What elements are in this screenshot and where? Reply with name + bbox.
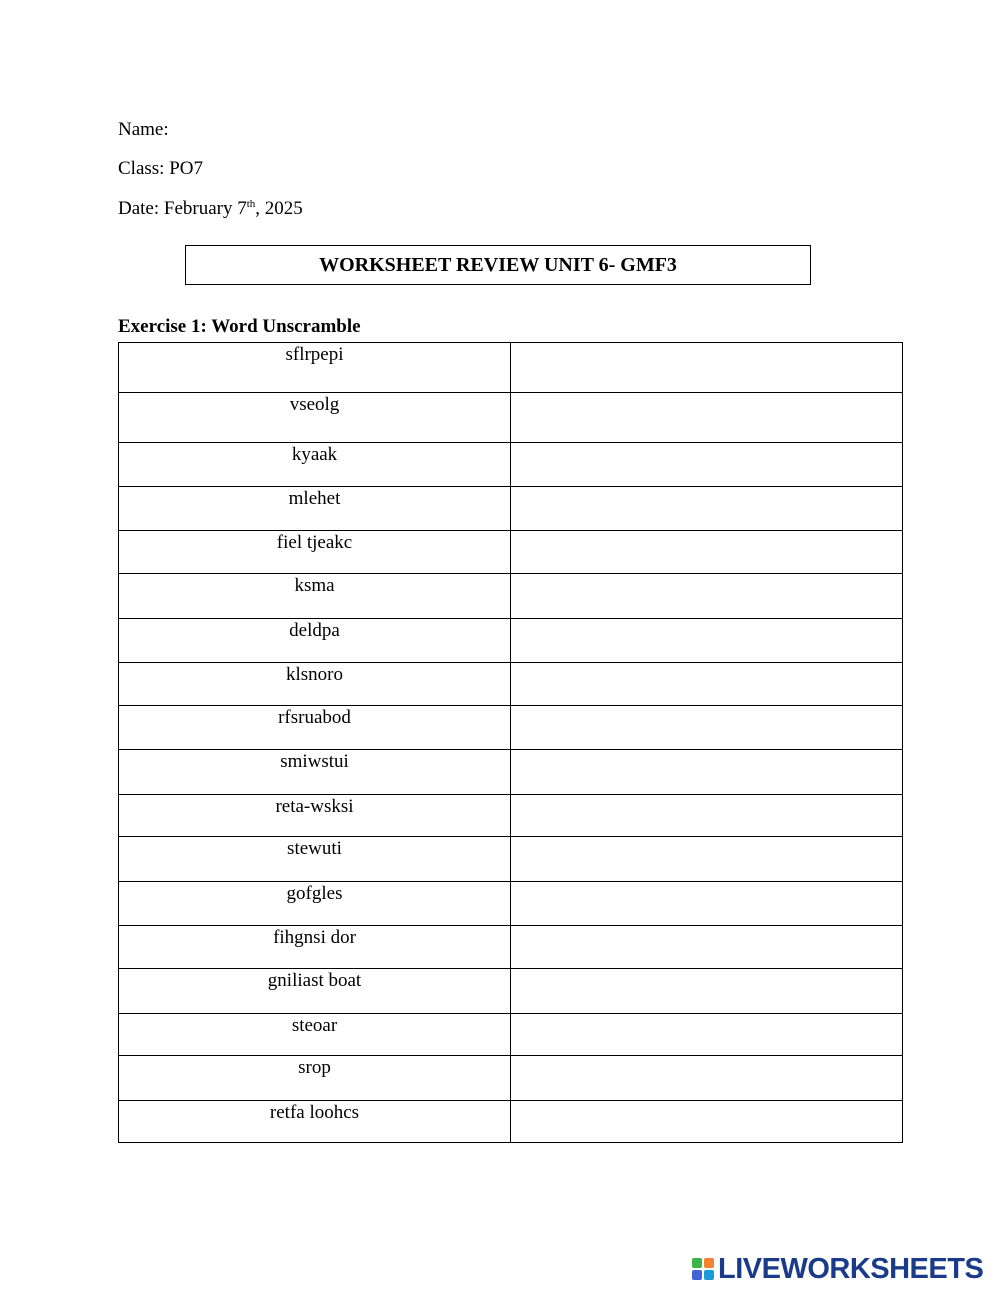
table-row (119, 969, 903, 1014)
scrambled-word: ksma (119, 574, 511, 619)
answer-cell[interactable] (511, 795, 903, 837)
table-row (119, 926, 903, 969)
table-row (119, 795, 903, 837)
table-row (119, 882, 903, 926)
table-row (119, 619, 903, 663)
table-row (119, 1014, 903, 1056)
scrambled-word: deldpa (119, 619, 511, 663)
table-row (119, 663, 903, 706)
table-row (119, 443, 903, 487)
answer-cell[interactable] (511, 882, 903, 926)
table-row (119, 837, 903, 882)
logo-text: LIVEWORKSHEETS (718, 1253, 984, 1285)
logo-square-1 (692, 1258, 702, 1268)
worksheet-title: WORKSHEET REVIEW UNIT 6- GMF3 (185, 245, 811, 285)
answer-cell[interactable] (511, 619, 903, 663)
class-label: Class: PO7 (118, 158, 203, 179)
answer-cell[interactable] (511, 343, 903, 393)
exercise-heading: Exercise 1: Word Unscramble (118, 316, 361, 337)
answer-cell[interactable] (511, 1056, 903, 1101)
table-row (119, 706, 903, 750)
answer-cell[interactable] (511, 969, 903, 1014)
scrambled-word: retfa loohcs (119, 1101, 511, 1143)
logo-square-4 (704, 1270, 714, 1280)
scrambled-word: gofgles (119, 882, 511, 926)
scrambled-word: fiel tjeakc (119, 531, 511, 574)
scrambled-word: smiwstui (119, 750, 511, 795)
scrambled-word: vseolg (119, 393, 511, 443)
answer-cell[interactable] (511, 750, 903, 795)
answer-cell[interactable] (511, 663, 903, 706)
liveworksheets-logo-icon (692, 1258, 714, 1280)
scrambled-word: reta-wsksi (119, 795, 511, 837)
answer-cell[interactable] (511, 574, 903, 619)
date-label (118, 198, 303, 222)
table-row (119, 531, 903, 574)
scrambled-word: klsnoro (119, 663, 511, 706)
name-label: Name: (118, 119, 169, 140)
scrambled-word: kyaak (119, 443, 511, 487)
table-row (119, 343, 903, 393)
answer-cell[interactable] (511, 1014, 903, 1056)
scrambled-word: stewuti (119, 837, 511, 882)
table-row (119, 574, 903, 619)
scrambled-word: steoar (119, 1014, 511, 1056)
answer-cell[interactable] (511, 926, 903, 969)
table-row (119, 1101, 903, 1143)
table-row (119, 487, 903, 531)
answer-cell[interactable] (511, 1101, 903, 1143)
scrambled-word: rfsruabod (119, 706, 511, 750)
table-row (119, 750, 903, 795)
answer-cell[interactable] (511, 393, 903, 443)
table-row (119, 393, 903, 443)
logo-square-3 (692, 1270, 702, 1280)
word-unscramble-table (118, 342, 903, 1143)
table-row (119, 1056, 903, 1101)
answer-cell[interactable] (511, 531, 903, 574)
scrambled-word: srop (119, 1056, 511, 1101)
scrambled-word: gniliast boat (119, 969, 511, 1014)
answer-cell[interactable] (511, 487, 903, 531)
scrambled-word: fihgnsi dor (119, 926, 511, 969)
date-suffix: , 2025 (255, 198, 303, 219)
logo-square-2 (704, 1258, 714, 1268)
date-prefix: Date: February 7 (118, 198, 247, 219)
answer-cell[interactable] (511, 706, 903, 750)
date-superscript: th (246, 198, 256, 210)
scrambled-word: mlehet (119, 487, 511, 531)
liveworksheets-logo (692, 1254, 983, 1284)
answer-cell[interactable] (511, 443, 903, 487)
scrambled-word: sflrpepi (119, 343, 511, 393)
answer-cell[interactable] (511, 837, 903, 882)
